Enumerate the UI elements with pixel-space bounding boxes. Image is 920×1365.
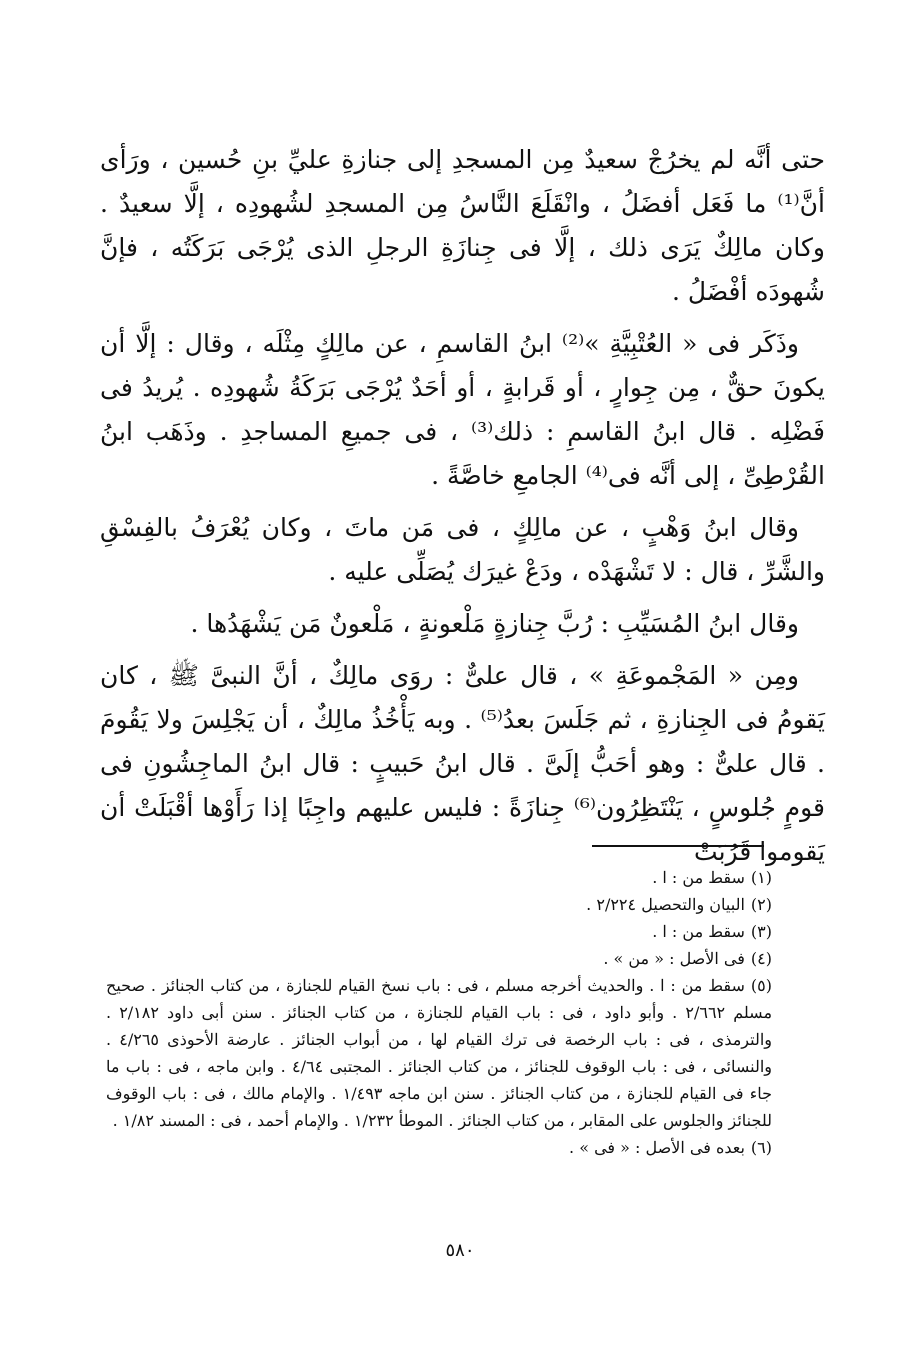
footnotes [106,864,772,1161]
footnote [106,1134,772,1161]
footnote-text: سقط من : ا . والحديث أخرجه مسلم ، فى : باب نسخ القيام للجنازة ، من كتاب الجنائز . صحيح مسلم ٢/٦٦٢ . وأبو داود ، فى : باب القيام للجنازة ، من كتاب الجنائز . سنن أبى داود ٢/١٨٢ . والترمذى ، فى : باب الرخصة فى ترك القيام لها ، من أبواب الجنائز . عارضة الأحوذى ٤/٢٦٥ . والنسائى ، فى : باب الوقوف للجنائز ، من كتاب الجنائز . المجتبى ٤/٦٤ . وابن ماجه ، فى : باب ما جاء فى القيام للجنازة ، من كتاب الجنائز . سنن ابن ماجه ١/٤٩٣ . والإمام مالك ، فى : باب الوقوف للجنائز والجلوس على المقابر ، من كتاب الجنائز . الموطأ ١/٢٣٢ . والإمام أحمد ، فى : المسند ١/٨٢ . [106,976,773,1130]
footnote-number: (٣) [750,922,772,941]
main-text [100,138,825,882]
footnote-number: (١) [750,868,772,887]
footnote-number: (٥) [750,976,772,995]
paragraph: وقال ابنُ المُسَيِّبِ : رُبَّ جِنازةٍ مَلْعونةٍ ، مَلْعونٌ مَن يَشْهَدُها . [190,609,799,638]
page-number: ٥٨٠ [445,1240,475,1261]
footnote [106,972,772,1134]
footnote-number: (٦) [750,1138,772,1157]
footnote [106,918,772,945]
footnote-text: سقط من : ا . [652,922,745,941]
footnote [106,891,772,918]
footnote-text: البيان والتحصيل ٢/٢٢٤ . [586,895,745,914]
footnote-text: فى الأصل : « من » . [603,949,745,968]
paragraph: ومِن « المَجْموعَةِ » ، قال علىٌّ : روَى مالِكٌ ، أنَّ النبىَّ ﷺ ، كان يَقومُ فى الجِنازةِ ، ثم جَلَسَ بعدُ⁽⁵⁾ . وبه يَأْخُذُ مالِكٌ ، أن يَجْلِسَ ولا يَقُومَ . قال علىٌّ : وهو أحَبُّ إلَىَّ . قال ابنُ حَبيبٍ : قال ابنُ الماجِشُونِ فى قومٍ جُلوسٍ ، يَنْتَظِرُون⁽⁶⁾ جِنازَةً : فليس عليهم واجِبًا إذا رَأَوْها أقْبَلَتْ أن يَقوموا قَرُبَتْ [100,661,825,866]
footnote [106,945,772,972]
footnote-text: بعده فى الأصل : « فى » . [569,1138,745,1157]
paragraph: وقال ابنُ وَهْبٍ ، عن مالِكٍ ، فى مَن ماتَ ، وكان يُعْرَفُ بالفِسْقِ والشَّرِّ ، قال : لا تَشْهَدْه ، ودَعْ غيرَك يُصَلِّى عليه . [100,513,825,586]
footnote [106,864,772,891]
paragraph: وذَكَر فى « العُتْبِيَّةِ »⁽²⁾ ابنُ القاسمِ ، عن مالِكٍ مِثْلَه ، وقال : إلَّا أن يكونَ حقٌّ ، مِن جِوارٍ ، أو قَرابةٍ ، أو أحَدٌ يُرْجَى بَرَكَةُ شُهودِه . يُريدُ فى فَضْلِه . قال ابنُ القاسمِ : ذلك⁽³⁾ ، فى جميعِ المساجدِ . وذَهَب ابنُ القُرْطِىِّ ، إلى أنَّه فى⁽⁴⁾ الجامعِ خاصَّةً . [100,329,825,490]
paragraph: حتى أنَّه لم يخرُجْ سعيدٌ مِن المسجدِ إلى جنازةِ عليِّ بنِ حُسين ، ورَأى أنَّ⁽¹⁾ ما فَعَل أفضَلُ ، وانْقَلَعَ النَّاسُ مِن المسجدِ لشُهودِه ، إلَّا سعيدٌ . وكان مالِكٌ يَرَى ذلك ، إلَّا فى جِنازَةِ الرجلِ الذى يُرْجَى بَرَكَتُه ، فإنَّ شُهودَه أفْضَلُ . [100,145,825,306]
footnote-separator [592,845,764,847]
footnote-text: سقط من : ا . [652,868,745,887]
footnote-number: (٢) [750,895,772,914]
footnote-number: (٤) [750,949,772,968]
